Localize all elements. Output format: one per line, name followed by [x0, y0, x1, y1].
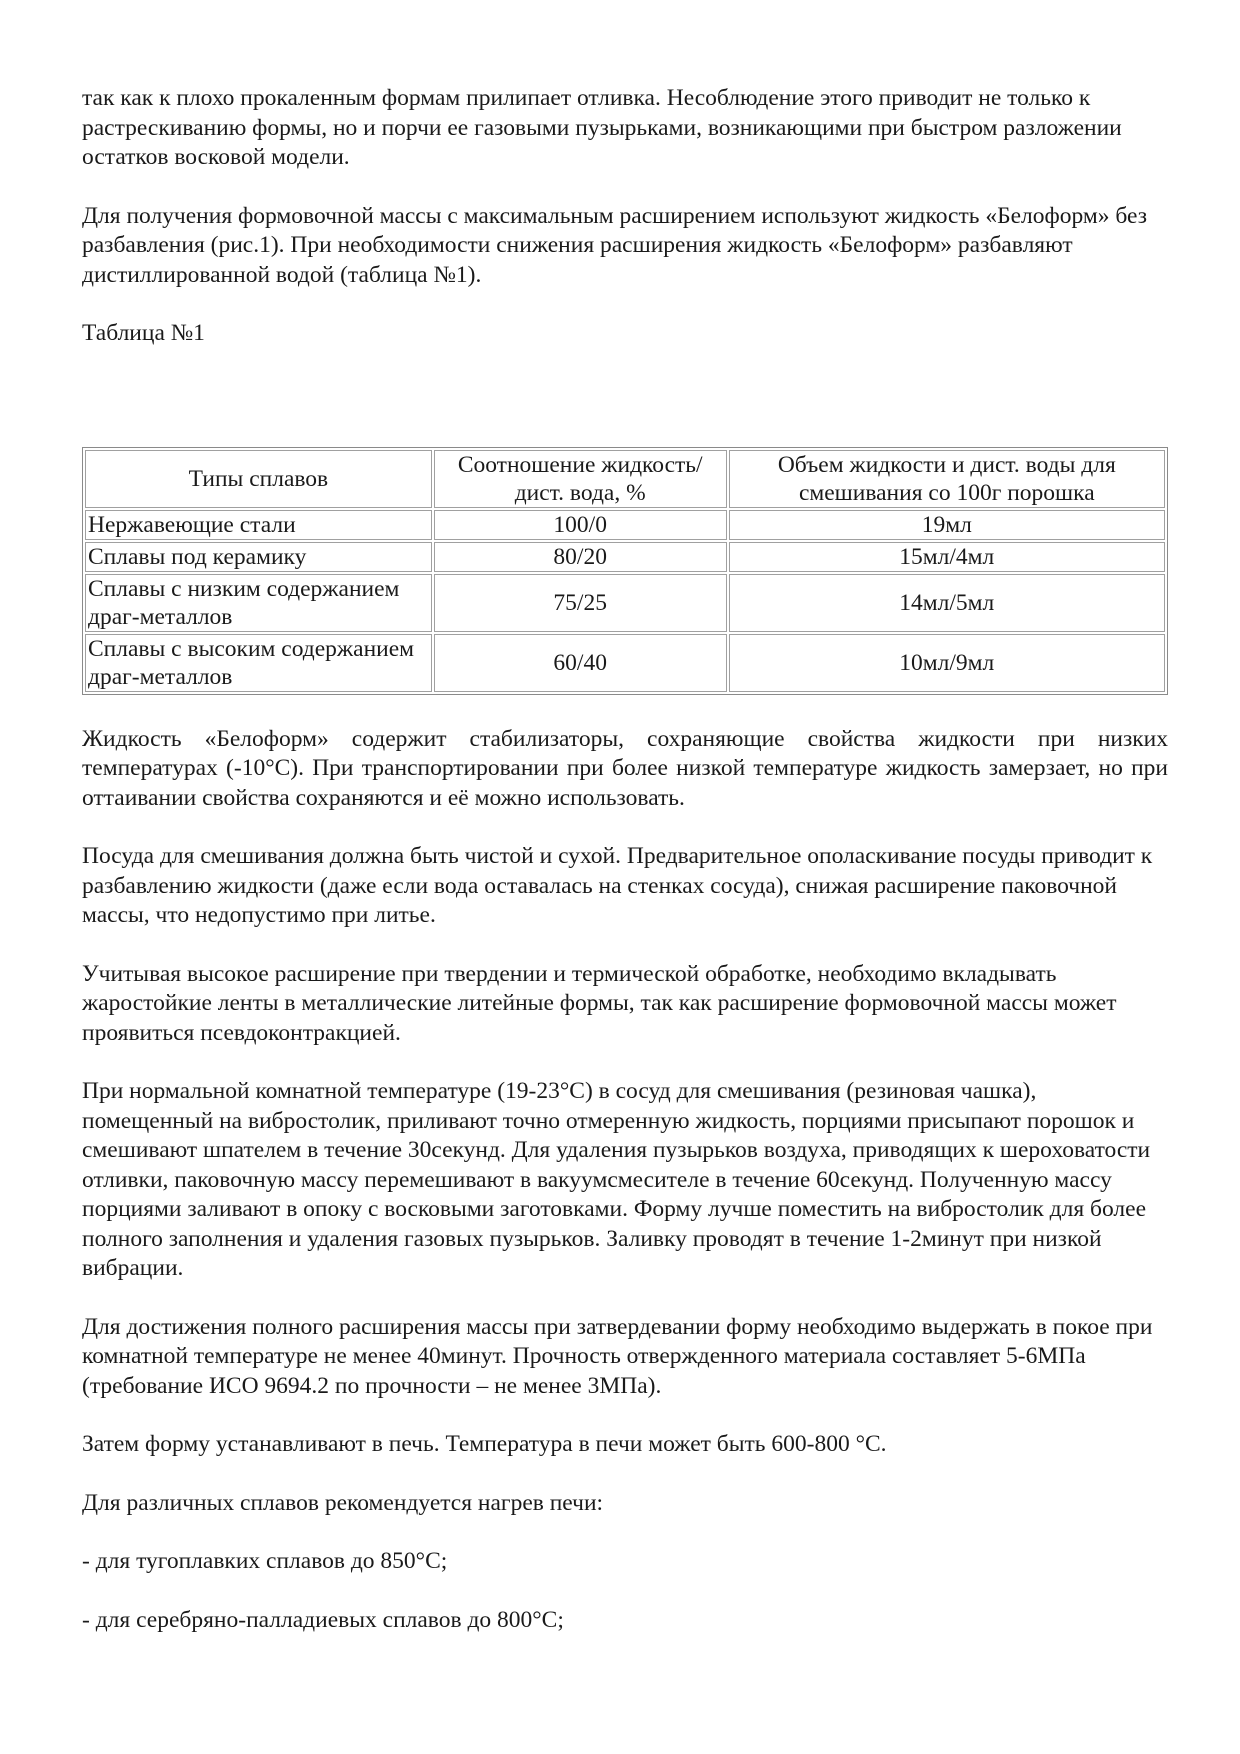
- table-row: [85, 542, 1165, 572]
- cell-volume: 10мл/9мл: [729, 634, 1165, 692]
- cell-ratio: 60/40: [434, 634, 727, 692]
- table-row: [85, 574, 1165, 632]
- cell-alloy-name: Сплавы с высоким содержанием драг-металлов: [85, 634, 432, 692]
- table-caption: Таблица №1: [82, 320, 205, 346]
- cell-ratio: 75/25: [434, 574, 727, 632]
- paragraph-furnace-temperature: Затем форму устанавливают в печь. Температура в печи может быть 600-800 °С.: [82, 1431, 887, 1457]
- paragraph-setting-time: Для достижения полного расширения массы при затвердевании форму необходимо выдержать в покое при комнатной температуре не менее 40минут. Прочность отвержденного материала составляет 5-6МПа (требование ИСО 9694.2 по прочности – не менее 3МПа).: [82, 1313, 1153, 1399]
- list-item-silver-palladium-alloys: - для серебряно-палладиевых сплавов до 800°С;: [82, 1606, 564, 1633]
- cell-ratio: 100/0: [434, 510, 727, 540]
- header-ratio: Соотношение жидкость/дист. вода, %: [434, 450, 727, 508]
- paragraph-furnace-heating-intro: Для различных сплавов рекомендуется нагрев печи:: [82, 1489, 604, 1516]
- cell-volume: 15мл/4мл: [729, 542, 1165, 572]
- header-alloy-types: Типы сплавов: [85, 450, 432, 508]
- cell-volume: 14мл/5мл: [729, 574, 1165, 632]
- table-row: [85, 634, 1165, 692]
- paragraph-max-expansion: Для получения формовочной массы с максимальным расширением используют жидкость «Белоформ» без разбавления (рис.1). При необходимости снижения расширения жидкость «Белоформ» разбавляют дистиллированной водой (таблица №1).: [82, 202, 1148, 288]
- paragraph-mixing-vessel: Посуда для смешивания должна быть чистой и сухой. Предварительное ополаскивание посуды приводит к разбавлению жидкости (даже если вода оставалась на стенках сосуда), снижая расширение паковочной массы, что недопустимо при литье.: [82, 843, 1153, 928]
- list-item-refractory-alloys: - для тугоплавких сплавов до 850°С;: [82, 1548, 448, 1574]
- table-header-row: [85, 450, 1165, 508]
- cell-alloy-name: Сплавы под керамику: [85, 542, 432, 572]
- header-volume: Объем жидкости и дист. воды для смешивания со 100г порошка: [729, 450, 1165, 508]
- alloy-dilution-table: [82, 447, 1168, 695]
- cell-volume: 19мл: [729, 510, 1165, 540]
- paragraph-casting-adhesion: так как к плохо прокаленным формам прилипает отливка. Несоблюдение этого приводит не только к растрескиванию формы, но и порчи ее газовыми пузырьками, возникающими при быстром разложении остатков восковой модели.: [82, 85, 1122, 170]
- paragraph-heat-resistant-tapes: Учитывая высокое расширение при твердении и термической обработке, необходимо вкладывать жаростойкие ленты в металлические литейные формы, так как расширение формовочной массы может проявиться псевдоконтракцией.: [82, 960, 1117, 1046]
- cell-alloy-name: Сплавы с низким содержанием драг-металлов: [85, 574, 432, 632]
- table-spacer: [82, 349, 1168, 447]
- cell-alloy-name: Нержавеющие стали: [85, 510, 432, 540]
- document-page: [82, 84, 1168, 1664]
- paragraph-mixing-procedure: При нормальной комнатной температуре (19-23°С) в сосуд для смешивания (резиновая чашка), помещенный на вибростолик, приливают точно отмеренную жидкость, порциями присыпают порошок и смешивают шпателем в течение 30секунд. Для удаления пузырьков воздуха, приводящих к шероховатости отливки, паковочную массу перемешивают в вакуумсмесителе в течение 60секунд. Полученную массу порциями заливают в опоку с восковыми заготовками. Форму лучше поместить на вибростолик для более полного заполнения и удаления газовых пузырьков. Заливку проводят в течение 1-2минут при низкой вибрации.: [82, 1078, 1151, 1281]
- table-row: [85, 510, 1165, 540]
- cell-ratio: 80/20: [434, 542, 727, 572]
- paragraph-stabilizers: Жидкость «Белоформ» содержит стабилизаторы, сохраняющие свойства жидкости при низких температурах (-10°С). При транспортировании при более низкой температуре жидкость замерзает, но при оттаивании свойства сохраняются и её можно использовать.: [82, 725, 1168, 811]
